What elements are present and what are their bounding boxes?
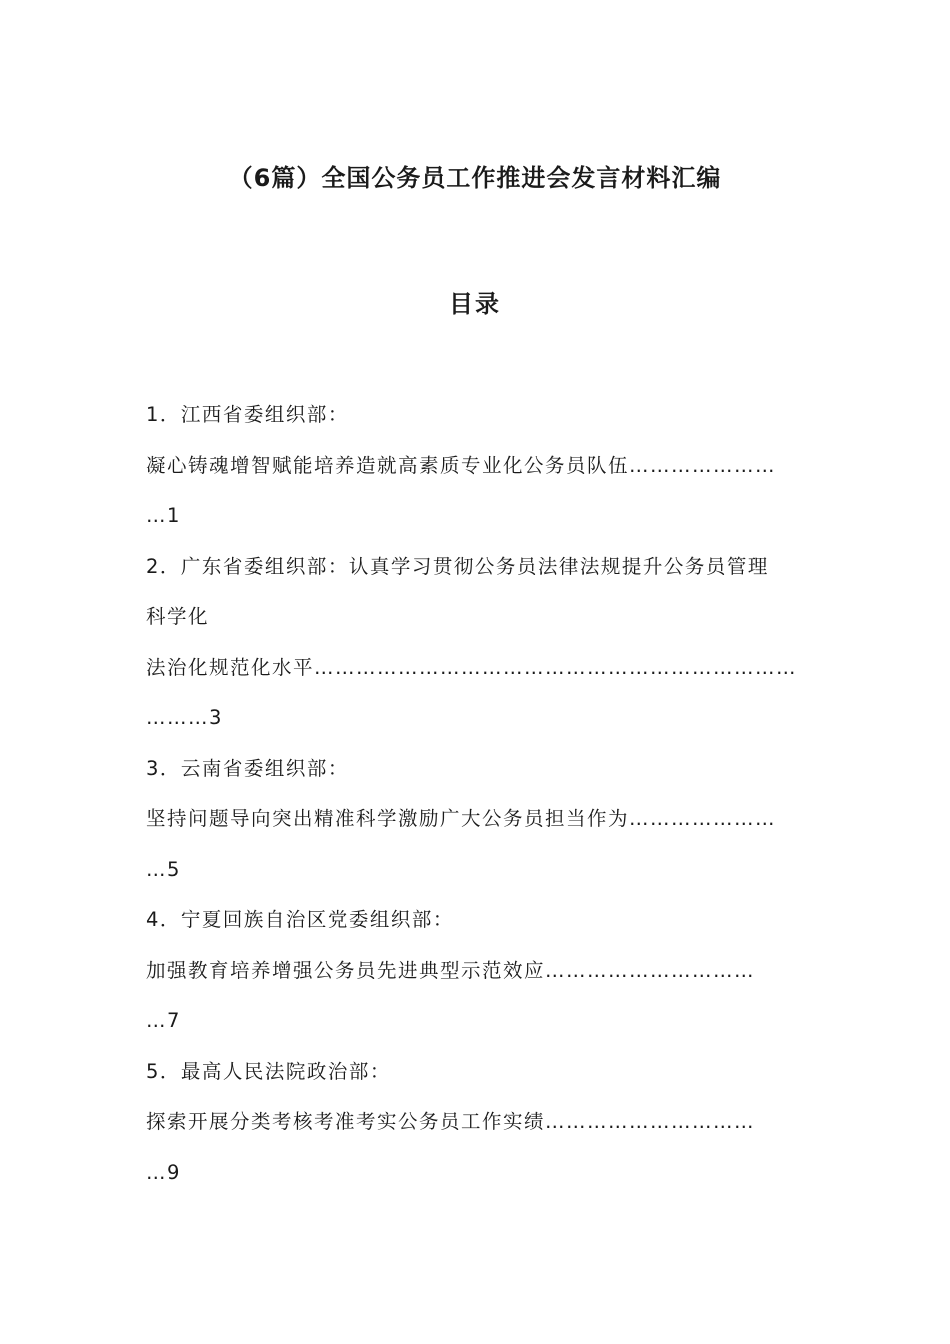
- toc-line: 2．广东省委组织部：认真学习贯彻公务员法律法规提升公务员管理: [146, 554, 769, 578]
- toc-line: 1．江西省委组织部：: [146, 403, 349, 426]
- toc-line: 探索开展分类考核考准考实公务员工作实绩…………………………: [146, 1110, 756, 1133]
- toc-line: 4．宁夏回族自治区党委组织部：: [146, 908, 454, 931]
- toc-heading: 目录: [449, 290, 501, 318]
- toc-line: 坚持问题导向突出精准科学激励广大公务员担当作为…………………: [146, 807, 777, 830]
- toc-line: …9: [146, 1160, 181, 1184]
- toc-line: 凝心铸魂增智赋能培养造就高素质专业化公务员队伍…………………: [146, 453, 777, 477]
- toc-line: ………3: [146, 706, 223, 729]
- toc-line: …7: [146, 1009, 181, 1032]
- toc-line: 3．云南省委组织部：: [146, 756, 349, 780]
- toc-line: 法治化规范化水平……………………………………………………………: [146, 655, 798, 679]
- toc-line: 加强教育培养增强公务员先进典型示范效应…………………………: [146, 958, 756, 982]
- toc-line: …1: [146, 504, 181, 527]
- toc-line: 科学化: [146, 605, 210, 628]
- toc-line: …5: [146, 857, 181, 881]
- document-title: （6篇）全国公务员工作推进会发言材料汇编: [228, 164, 722, 192]
- toc-line: 5．最高人民法院政治部：: [146, 1059, 391, 1083]
- table-of-contents: [146, 398, 806, 1206]
